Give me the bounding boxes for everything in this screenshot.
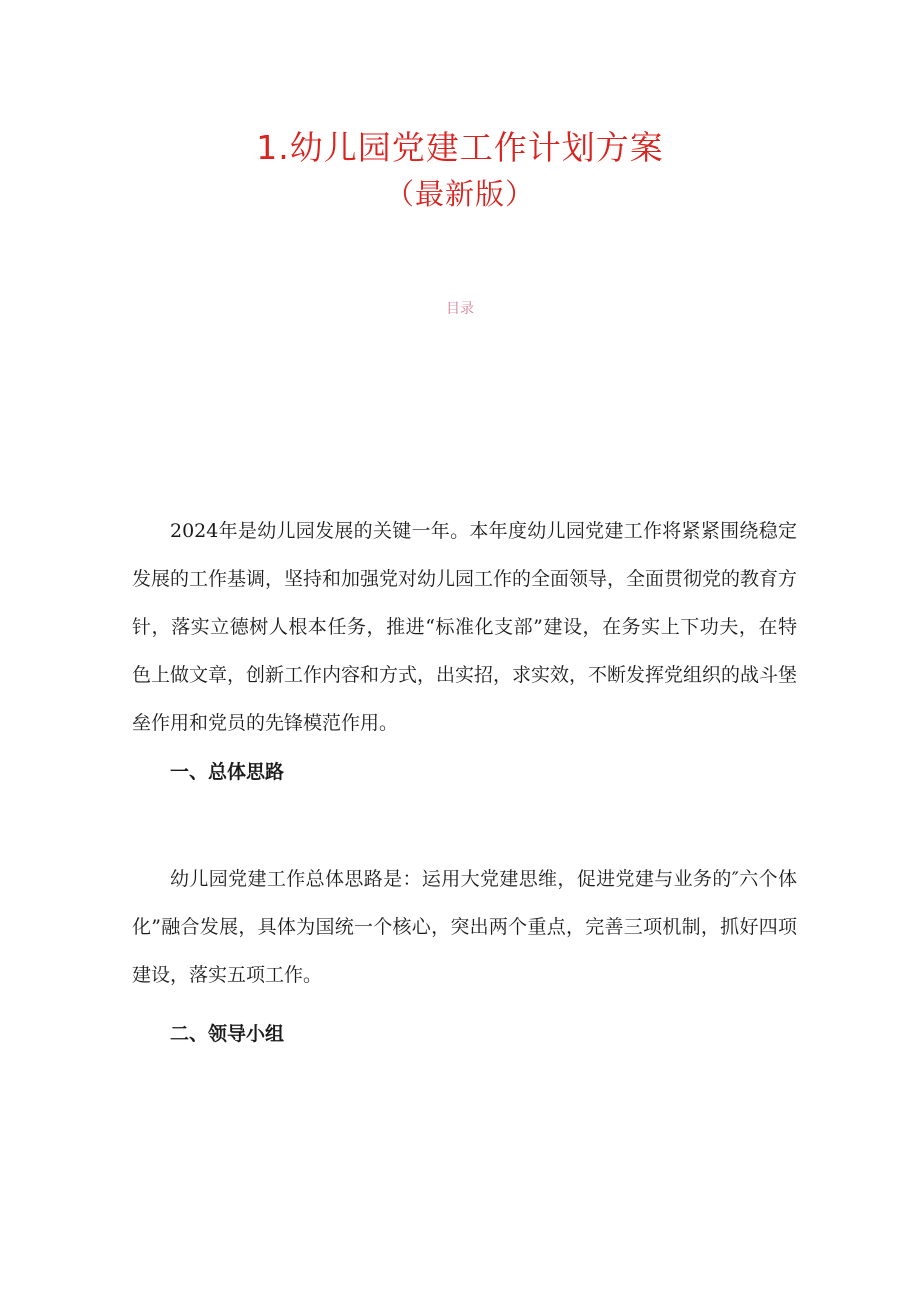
section-heading-leadership-group: 二、领导小组	[170, 1023, 285, 1045]
document-title: 1.幼儿园党建工作计划方案	[256, 128, 664, 167]
overall-approach-paragraph: 幼儿园党建工作总体思路是：运用大党建思维，促进党建与业务的″六个体化”融合发展，具体为国统一个核心，突出两个重点，完善三项机制，抓好四项建设，落实五项工作。	[132, 868, 797, 986]
table-of-contents-link[interactable]: 目录	[446, 301, 474, 317]
section-heading-overall-approach: 一、总体思路	[170, 761, 285, 783]
document-subtitle: （最新版）	[384, 177, 535, 211]
intro-paragraph: 2024年是幼儿园发展的关键一年。本年度幼儿园党建工作将紧紧围绕稳定发展的工作基调，坚持和加强党对幼儿园工作的全面领导，全面贯彻党的教育方针，落实立德树人根本任务，推进“标准化支部”建设，在务实上下功夫，在特色上做文章，创新工作内容和方式，出实招，求实效，不断发挥党组织的战斗堡垒作用和党员的先锋模范作用。	[132, 520, 798, 734]
